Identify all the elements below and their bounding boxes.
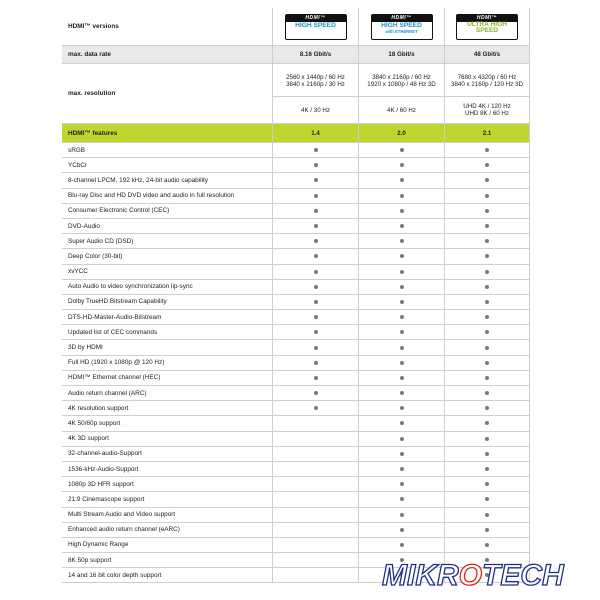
supported-dot-icon (314, 346, 318, 350)
feature-support-cell (444, 234, 530, 248)
feature-support-cell (358, 325, 444, 339)
feature-support-cell (272, 523, 358, 537)
feature-support-cell (358, 432, 444, 446)
supported-dot-icon (485, 528, 489, 532)
feature-support-cell (358, 204, 444, 218)
version-col-2 (358, 8, 444, 45)
feature-name: 21:9 Cinemascope support (68, 495, 145, 503)
data-rate-label: max. data rate (68, 51, 111, 58)
feature-name: 4K 50/60p support (68, 419, 121, 427)
feature-support-cell (358, 295, 444, 309)
feature-support-cell (444, 538, 530, 552)
resolution-line: 7680 x 4320p / 60 Hz (457, 74, 517, 81)
feature-support-cell (444, 265, 530, 279)
features-version: 1.4 (272, 124, 358, 142)
supported-dot-icon (485, 361, 489, 365)
supported-dot-icon (485, 285, 489, 289)
feature-support-cell (272, 508, 358, 522)
supported-dot-icon (485, 178, 489, 182)
feature-name: Dolby TrueHD Bitstream Capability (68, 298, 167, 306)
feature-support-cell (272, 432, 358, 446)
supported-dot-icon (314, 224, 318, 228)
table-row (62, 523, 530, 538)
feature-support-cell (358, 189, 444, 203)
resolution-label: max. resolution (68, 90, 116, 97)
feature-name: 3D by HDMI (68, 344, 103, 352)
data-rate-value: 8.16 Gbit/s (272, 46, 358, 63)
feature-support-cell (272, 143, 358, 157)
feature-support-cell (358, 386, 444, 400)
supported-dot-icon (400, 285, 404, 289)
feature-name: xvYCC (68, 268, 88, 276)
supported-dot-icon (485, 452, 489, 456)
supported-dot-icon (485, 406, 489, 410)
supported-dot-icon (314, 254, 318, 258)
table-row (62, 189, 530, 204)
table-row (62, 219, 530, 234)
hdmi-comparison-table (62, 8, 530, 583)
table-row (62, 401, 530, 416)
feature-support-cell (272, 265, 358, 279)
supported-dot-icon (485, 482, 489, 486)
feature-name: Consumer Electronic Control (CEC) (68, 207, 170, 215)
supported-dot-icon (400, 209, 404, 213)
table-row (62, 462, 530, 477)
feature-support-cell (272, 568, 358, 582)
features-header-label: HDMI™ features (68, 129, 118, 137)
supported-dot-icon (485, 194, 489, 198)
supported-dot-icon (485, 330, 489, 334)
feature-support-cell (444, 325, 530, 339)
supported-dot-icon (400, 361, 404, 365)
supported-dot-icon (400, 346, 404, 350)
feature-name: YCbCr (68, 161, 88, 169)
feature-name: Blu-ray Disc and HD DVD video and audio in full resolution (68, 192, 235, 200)
table-row (62, 356, 530, 371)
feature-name: 32-channel-audio-Support (68, 450, 142, 458)
feature-support-cell (358, 416, 444, 430)
supported-dot-icon (485, 209, 489, 213)
feature-support-cell (358, 538, 444, 552)
resolution-short: UHD 8K / 60 Hz (464, 110, 509, 117)
supported-dot-icon (400, 391, 404, 395)
supported-dot-icon (400, 315, 404, 319)
supported-dot-icon (400, 178, 404, 182)
feature-support-cell (272, 553, 358, 567)
feature-support-cell (272, 477, 358, 491)
logo-main-text: HIGH SPEED (295, 21, 336, 29)
supported-dot-icon (400, 330, 404, 334)
supported-dot-icon (314, 391, 318, 395)
table-row (62, 432, 530, 447)
feature-support-cell (358, 523, 444, 537)
supported-dot-icon (400, 148, 404, 152)
feature-support-cell (272, 340, 358, 354)
feature-name: Auto Audio to video synchronization lip-sync (68, 283, 193, 291)
feature-support-cell (444, 219, 530, 233)
feature-support-cell (358, 477, 444, 491)
hdmi-high-speed-ethernet-logo (371, 14, 433, 40)
feature-name: Updated list of CEC commands (68, 328, 158, 336)
table-row (62, 477, 530, 492)
resolution-cell (444, 64, 530, 123)
supported-dot-icon (314, 163, 318, 167)
features-version: 2.1 (444, 124, 530, 142)
feature-support-cell (272, 386, 358, 400)
supported-dot-icon (400, 528, 404, 532)
table-row (62, 310, 530, 325)
feature-name: Super Audio CD (DSD) (68, 237, 134, 245)
supported-dot-icon (400, 254, 404, 258)
feature-support-cell (444, 523, 530, 537)
feature-support-cell (272, 234, 358, 248)
supported-dot-icon (485, 437, 489, 441)
feature-name: Enhanced audio return channel (eARC) (68, 526, 180, 534)
feature-support-cell (272, 158, 358, 172)
supported-dot-icon (314, 376, 318, 380)
feature-name: 1536-kHz-Audio-Support (68, 465, 139, 473)
table-row (62, 204, 530, 219)
table-row (62, 492, 530, 507)
supported-dot-icon (485, 315, 489, 319)
supported-dot-icon (400, 194, 404, 198)
feature-support-cell (358, 401, 444, 415)
versions-label: HDMI™ versions (68, 23, 119, 30)
feature-support-cell (272, 462, 358, 476)
feature-support-cell (358, 265, 444, 279)
feature-support-cell (444, 508, 530, 522)
logo-main-text: HIGH SPEED (381, 21, 422, 29)
supported-dot-icon (400, 543, 404, 547)
feature-support-cell (444, 295, 530, 309)
feature-support-cell (358, 340, 444, 354)
table-row (62, 371, 530, 386)
supported-dot-icon (400, 163, 404, 167)
versions-row (62, 8, 530, 46)
supported-dot-icon (400, 467, 404, 471)
supported-dot-icon (400, 270, 404, 274)
resolution-short: 4K / 30 Hz (301, 106, 330, 114)
feature-name: 8K 50p support (68, 556, 112, 564)
feature-support-cell (272, 280, 358, 294)
feature-support-cell (358, 234, 444, 248)
feature-support-cell (358, 158, 444, 172)
table-row (62, 280, 530, 295)
feature-support-cell (444, 492, 530, 506)
feature-support-cell (272, 356, 358, 370)
supported-dot-icon (314, 194, 318, 198)
feature-name: Full HD (1920 x 1080p @ 120 Hz) (68, 359, 165, 367)
supported-dot-icon (485, 239, 489, 243)
feature-support-cell (358, 371, 444, 385)
feature-support-cell (358, 508, 444, 522)
feature-support-cell (444, 143, 530, 157)
supported-dot-icon (400, 482, 404, 486)
supported-dot-icon (400, 421, 404, 425)
feature-support-cell (444, 158, 530, 172)
supported-dot-icon (314, 315, 318, 319)
table-row (62, 325, 530, 340)
resolution-short: 4K / 60 Hz (387, 106, 416, 114)
supported-dot-icon (400, 513, 404, 517)
feature-support-cell (444, 371, 530, 385)
supported-dot-icon (485, 421, 489, 425)
feature-support-cell (358, 280, 444, 294)
resolution-row (62, 64, 530, 124)
version-col-3 (444, 8, 530, 45)
resolution-short: UHD 4K / 120 Hz (463, 103, 511, 110)
supported-dot-icon (400, 406, 404, 410)
feature-support-cell (272, 447, 358, 461)
data-rate-value: 48 Gbit/s (444, 46, 530, 63)
table-row (62, 295, 530, 310)
feature-support-cell (358, 219, 444, 233)
feature-support-cell (272, 416, 358, 430)
supported-dot-icon (485, 376, 489, 380)
supported-dot-icon (314, 239, 318, 243)
feature-support-cell (444, 189, 530, 203)
feature-name: Audio return channel (ARC) (68, 389, 147, 397)
logo-main-text: ULTRA HIGH SPEED (467, 20, 507, 34)
feature-support-cell (444, 340, 530, 354)
resolution-line: 1920 x 1080p / 48 Hz 3D (367, 81, 436, 88)
feature-support-cell (272, 401, 358, 415)
supported-dot-icon (485, 467, 489, 471)
supported-dot-icon (485, 270, 489, 274)
table-row (62, 508, 530, 523)
feature-support-cell (272, 538, 358, 552)
feature-support-cell (444, 416, 530, 430)
logo-hdmi-text: HDMI™ (372, 15, 432, 22)
feature-support-cell (444, 249, 530, 263)
feature-support-cell (358, 173, 444, 187)
feature-name: HDMI™ Ethernet channel (HEC) (68, 374, 161, 382)
table-row (62, 265, 530, 280)
feature-name: 4K resolution support (68, 404, 129, 412)
feature-support-cell (358, 462, 444, 476)
feature-support-cell (272, 295, 358, 309)
supported-dot-icon (314, 270, 318, 274)
feature-support-cell (444, 432, 530, 446)
feature-support-cell (272, 173, 358, 187)
feature-support-cell (272, 371, 358, 385)
table-row (62, 416, 530, 431)
table-row (62, 447, 530, 462)
supported-dot-icon (314, 209, 318, 213)
supported-dot-icon (485, 254, 489, 258)
feature-name: DTS-HD-Master-Audio-Bitstream (68, 313, 162, 321)
supported-dot-icon (314, 300, 318, 304)
feature-support-cell (272, 219, 358, 233)
supported-dot-icon (485, 543, 489, 547)
supported-dot-icon (485, 163, 489, 167)
feature-name: 4K 3D support (68, 435, 109, 443)
feature-support-cell (444, 447, 530, 461)
table-row (62, 234, 530, 249)
table-row (62, 173, 530, 188)
feature-name: 1080p 3D HFR support (68, 480, 134, 488)
table-row (62, 158, 530, 173)
supported-dot-icon (485, 148, 489, 152)
feature-support-cell (358, 492, 444, 506)
data-rate-value: 18 Gbit/s (358, 46, 444, 63)
feature-support-cell (358, 356, 444, 370)
feature-support-cell (444, 204, 530, 218)
logo-hdmi-text: HDMI™ (286, 15, 346, 22)
table-row (62, 249, 530, 264)
feature-support-cell (444, 401, 530, 415)
supported-dot-icon (314, 285, 318, 289)
supported-dot-icon (400, 437, 404, 441)
supported-dot-icon (485, 391, 489, 395)
feature-support-cell (444, 477, 530, 491)
resolution-cell (358, 64, 444, 123)
feature-name: Multi Stream Audio and Video support (68, 511, 176, 519)
table-row (62, 340, 530, 355)
feature-support-cell (444, 356, 530, 370)
table-row (62, 143, 530, 158)
feature-support-cell (444, 173, 530, 187)
logo-hdmi-text: HDMI™ (457, 15, 517, 22)
feature-name: 14 and 16 bit color depth support (68, 571, 162, 579)
feature-support-cell (272, 325, 358, 339)
feature-support-cell (444, 386, 530, 400)
feature-name: Deep Color (30-bit) (68, 252, 123, 260)
resolution-cell (272, 64, 358, 123)
features-header-row (62, 124, 530, 143)
hdmi-high-speed-logo (285, 14, 347, 40)
mikrotech-watermark-logo: MIKROTECH (382, 559, 564, 592)
feature-support-cell (272, 204, 358, 218)
feature-support-cell (444, 310, 530, 324)
supported-dot-icon (314, 361, 318, 365)
feature-support-cell (444, 462, 530, 476)
resolution-line: 2560 x 1440p / 60 Hz (286, 74, 345, 81)
data-rate-row (62, 46, 530, 64)
feature-support-cell (358, 310, 444, 324)
features-version: 2.0 (358, 124, 444, 142)
feature-support-cell (358, 447, 444, 461)
supported-dot-icon (485, 497, 489, 501)
resolution-line: 3840 x 2160p / 120 Hz 3D (451, 81, 523, 88)
hdmi-ultra-high-speed-logo (456, 14, 518, 40)
feature-name: 8-channel LPCM, 192 kHz, 24-bit audio capability (68, 176, 208, 184)
feature-support-cell (272, 189, 358, 203)
supported-dot-icon (314, 406, 318, 410)
supported-dot-icon (400, 497, 404, 501)
resolution-line: 3840 x 2160p / 30 Hz (286, 81, 345, 88)
supported-dot-icon (400, 239, 404, 243)
supported-dot-icon (314, 148, 318, 152)
feature-support-cell (358, 143, 444, 157)
supported-dot-icon (400, 224, 404, 228)
feature-rows (62, 143, 530, 583)
version-col-1 (272, 8, 358, 45)
feature-support-cell (272, 249, 358, 263)
supported-dot-icon (400, 452, 404, 456)
feature-support-cell (272, 492, 358, 506)
supported-dot-icon (314, 330, 318, 334)
supported-dot-icon (400, 300, 404, 304)
feature-name: sRGB (68, 146, 86, 154)
feature-support-cell (444, 280, 530, 294)
table-row (62, 538, 530, 553)
feature-name: High Dynamic Range (68, 541, 129, 549)
supported-dot-icon (485, 346, 489, 350)
logo-sub-text: with ETHERNET (385, 28, 418, 34)
supported-dot-icon (485, 300, 489, 304)
feature-support-cell (272, 310, 358, 324)
supported-dot-icon (400, 376, 404, 380)
table-row (62, 386, 530, 401)
feature-name: DVD-Audio (68, 222, 100, 230)
supported-dot-icon (485, 513, 489, 517)
resolution-line: 3840 x 2160p / 60 Hz (372, 74, 431, 81)
supported-dot-icon (485, 224, 489, 228)
feature-support-cell (358, 249, 444, 263)
supported-dot-icon (314, 178, 318, 182)
